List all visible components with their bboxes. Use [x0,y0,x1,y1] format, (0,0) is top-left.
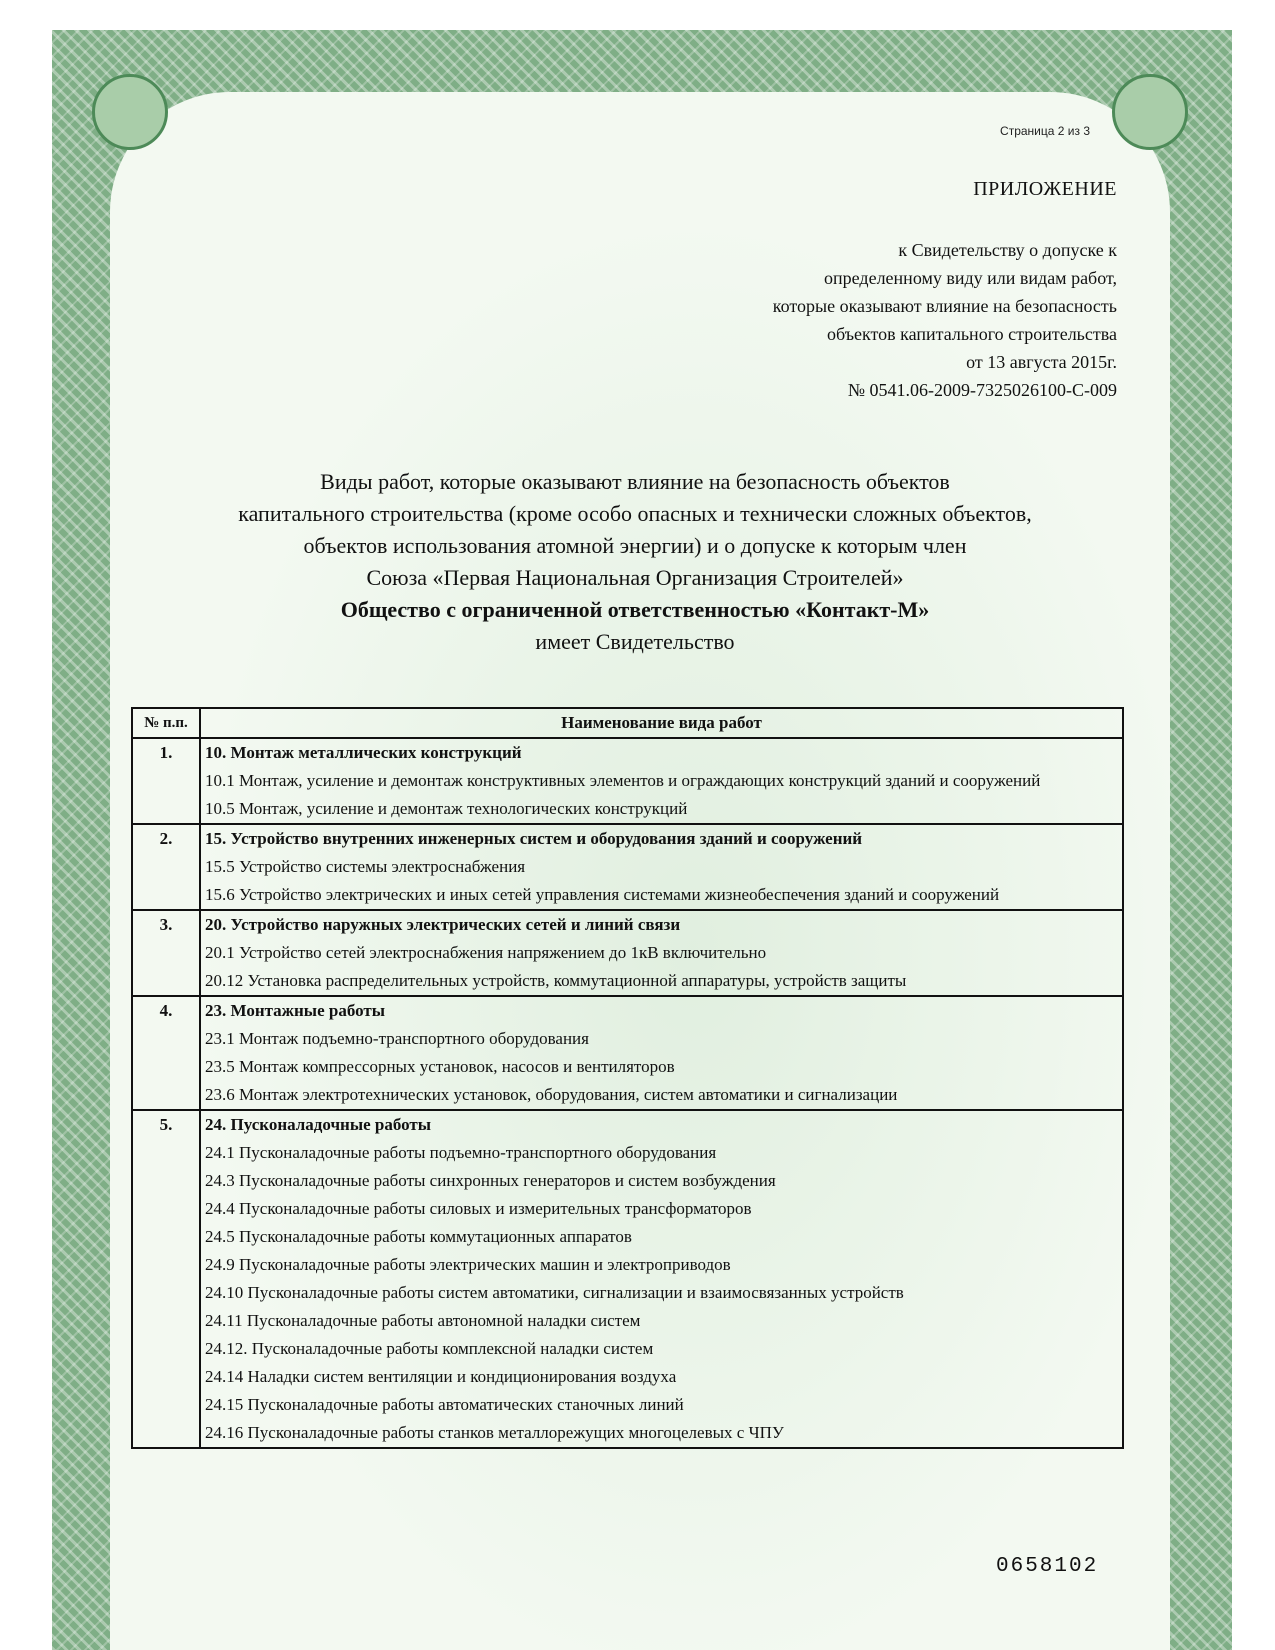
certificate-number: № 0541.06-2009-7325026100-С-009 [847,380,1117,400]
appendix-line: объектов капитального строительства [827,324,1117,344]
section-title: 15. Устройство внутренних инженерных систем и оборудования зданий и сооружений [205,829,863,848]
heading-line: капитального строительства (кроме особо опасных и технически сложных объектов, [238,501,1032,526]
row-content [200,910,1123,996]
heading-line: Союза «Первая Национальная Организация Строителей» [366,565,904,590]
table-row [132,1110,1123,1448]
work-item: 24.10 Пусконаладочные работы систем автоматики, сигнализации и взаимосвязанных устройств [205,1283,904,1302]
row-number: 5. [132,1110,200,1448]
table-header-row [132,708,1123,738]
work-item: 10.5 Монтаж, усиление и демонтаж технологических конструкций [205,799,688,818]
work-item: 24.12. Пусконаладочные работы комплексной наладки систем [205,1339,654,1358]
row-content [200,996,1123,1110]
work-item: 15.5 Устройство системы электроснабжения [205,857,526,876]
appendix-date: от 13 августа 2015г. [966,352,1117,372]
table-row [132,738,1123,824]
row-number: 1. [132,738,200,824]
section-title: 23. Монтажные работы [205,1001,385,1020]
work-item: 24.11 Пусконаладочные работы автономной наладки систем [205,1311,641,1330]
work-item: 24.14 Наладки систем вентиляции и кондиционирования воздуха [205,1367,677,1386]
row-content [200,1110,1123,1448]
row-number: 4. [132,996,200,1110]
work-item: 20.12 Установка распределительных устройств, коммутационной аппаратуры, устройств защиты [205,971,907,990]
work-item: 23.1 Монтаж подъемно-транспортного оборудования [205,1029,589,1048]
serial-number: 0658102 [996,1555,1099,1578]
work-item: 15.6 Устройство электрических и иных сетей управления системами жизнеобеспечения зданий и сооружений [205,885,1000,904]
works-table [131,707,1124,1449]
document-heading [120,466,1150,658]
appendix-reference [0,236,1117,404]
table-row [132,910,1123,996]
table-row [132,996,1123,1110]
work-item: 24.5 Пусконаладочные работы коммутационных аппаратов [205,1227,632,1246]
appendix-line: которые оказывают влияние на безопасность [772,296,1117,316]
work-item: 24.16 Пусконаладочные работы станков металлорежущих многоцелевых с ЧПУ [205,1423,784,1442]
appendix-line: определенному виду или видам работ, [824,268,1117,288]
row-number: 3. [132,910,200,996]
heading-line: объектов использования атомной энергии) и о допуске к которым член [303,533,967,558]
work-item: 20.1 Устройство сетей электроснабжения напряжением до 1кВ включительно [205,943,767,962]
heading-tail: имеет Свидетельство [535,629,735,654]
row-number: 2. [132,824,200,910]
work-item: 24.3 Пусконаладочные работы синхронных генераторов и систем возбуждения [205,1171,776,1190]
row-content [200,738,1123,824]
work-item: 24.4 Пусконаладочные работы силовых и измерительных трансформаторов [205,1199,752,1218]
page-number: Страница 2 из 3 [1000,124,1090,138]
section-title: 24. Пусконаладочные работы [205,1115,432,1134]
section-title: 10. Монтаж металлических конструкций [205,743,522,762]
table-row [132,824,1123,910]
work-item: 24.9 Пусконаладочные работы электрических машин и электроприводов [205,1255,731,1274]
appendix-title: ПРИЛОЖЕНИЕ [973,178,1117,200]
work-item: 24.1 Пусконаладочные работы подъемно-транспортного оборудования [205,1143,717,1162]
column-header-number: № п.п. [132,708,200,738]
column-header-name: Наименование вида работ [200,708,1123,738]
section-title: 20. Устройство наружных электрических сетей и линий связи [205,915,681,934]
work-item: 24.15 Пусконаладочные работы автоматических станочных линий [205,1395,684,1414]
heading-line: Виды работ, которые оказывают влияние на безопасность объектов [320,469,950,494]
work-item: 10.1 Монтаж, усиление и демонтаж конструктивных элементов и ограждающих конструкций зданий и сооружений [205,771,1041,790]
work-item: 23.5 Монтаж компрессорных установок, насосов и вентиляторов [205,1057,675,1076]
work-item: 23.6 Монтаж электротехнических установок, оборудования, систем автоматики и сигнализации [205,1085,898,1104]
company-name: Общество с ограниченной ответственностью «Контакт-М» [340,597,930,622]
row-content [200,824,1123,910]
appendix-line: к Свидетельству о допуске к [898,240,1117,260]
